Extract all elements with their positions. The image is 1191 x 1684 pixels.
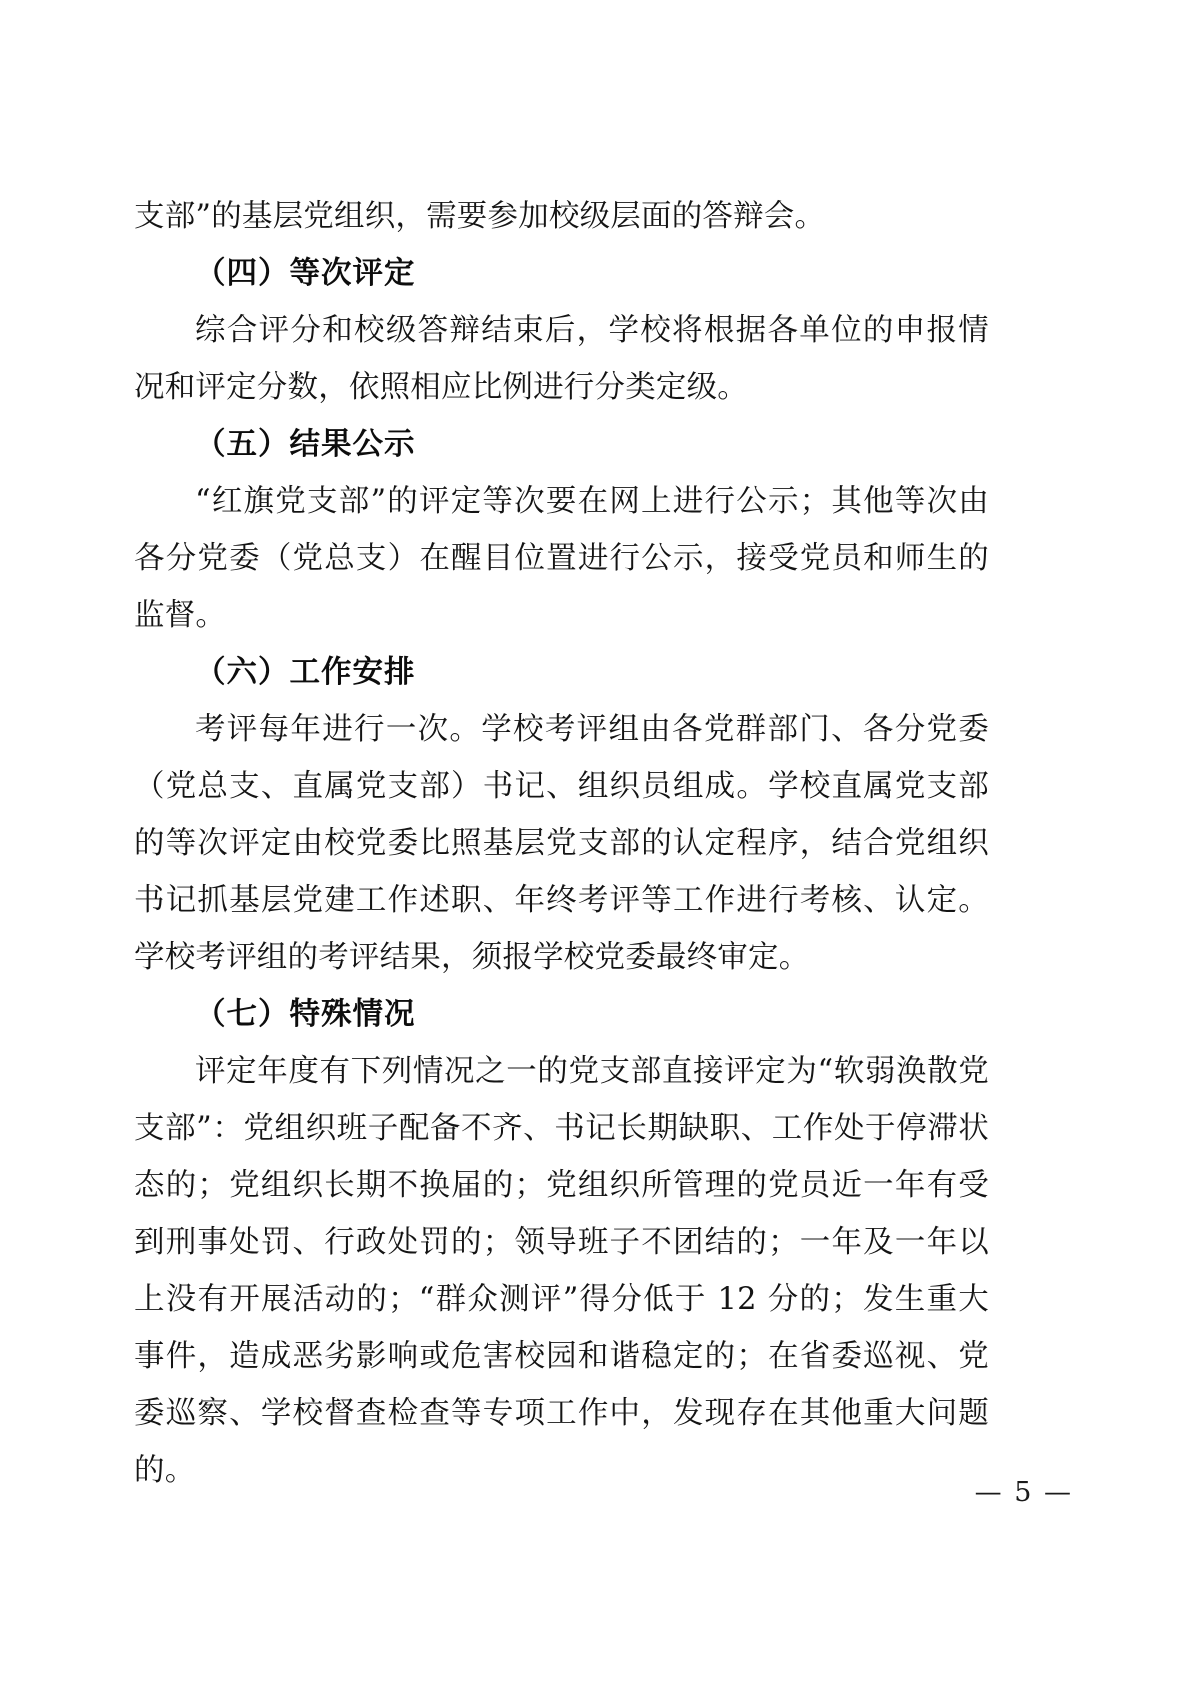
section-heading-four: （四）等次评定 — [195, 255, 416, 291]
section-heading-six: （六）工作安排 — [195, 654, 416, 690]
section-heading-five: （五）结果公示 — [195, 426, 416, 462]
page-number: — 5 — — [974, 1477, 1073, 1508]
paragraph-continued: 支部”的基层党组织，需要参加校级层面的答辩会。 — [134, 199, 826, 234]
document-body — [134, 188, 989, 1499]
paragraph-result-publicity: “红旗党支部”的评定等次要在网上进行公示；其他等次由各分党委（党总支）在醒目位置进行公示，接受党员和师生的监督。 — [134, 484, 989, 633]
paragraph-grade-evaluation: 综合评分和校级答辩结束后，学校将根据各单位的申报情况和评定分数，依照相应比例进行分类定级。 — [134, 313, 989, 405]
paragraph-special-circumstances: 评定年度有下列情况之一的党支部直接评定为“软弱涣散党支部”：党组织班子配备不齐、书记长期缺职、工作处于停滞状态的；党组织长期不换届的；党组织所管理的党员近一年有受到刑事处罚、行政处罚的；领导班子不团结的；一年及一年以上没有开展活动的；“群众测评”得分低于 12 分的；发生重大事件，造成恶劣影响或危害校园和谐稳定的；在省委巡视、党委巡察、学校督查检查等专项工作中，发现存在其他重大问题的。 — [134, 1054, 989, 1488]
section-heading-seven: （七）特殊情况 — [195, 996, 416, 1032]
paragraph-work-arrangement: 考评每年进行一次。学校考评组由各党群部门、各分党委（党总支、直属党支部）书记、组织员组成。学校直属党支部的等次评定由校党委比照基层党支部的认定程序，结合党组织书记抓基层党建工作述职、年终考评等工作进行考核、认定。学校考评组的考评结果，须报学校党委最终审定。 — [134, 712, 989, 975]
